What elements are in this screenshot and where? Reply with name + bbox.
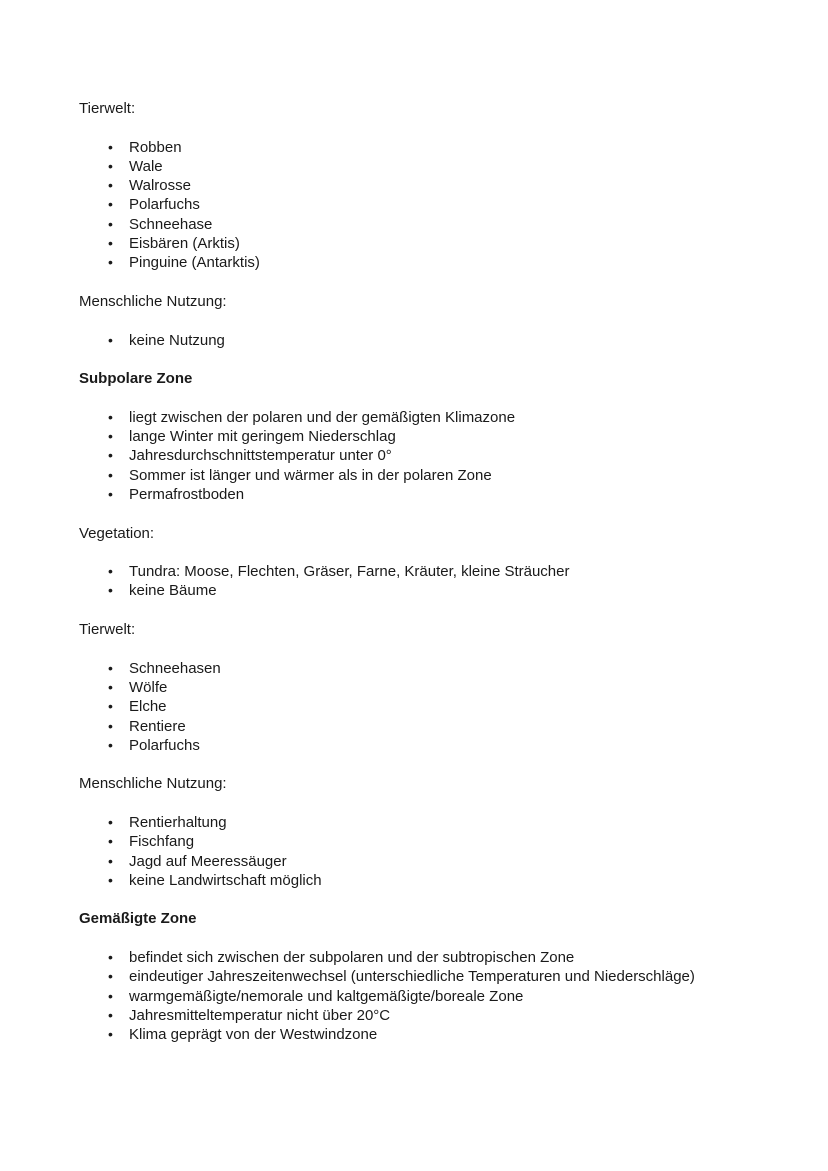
list-item: • Robben	[129, 138, 744, 157]
list-item: • keine Bäume	[129, 581, 744, 600]
list-item: • Elche	[129, 697, 744, 716]
list-item: • Walrosse	[129, 176, 744, 195]
list-item: • Fischfang	[129, 832, 744, 851]
list-item: • Schneehase	[129, 215, 744, 234]
menschliche-nutzung-list-2	[79, 813, 744, 890]
tierwelt-list-1	[79, 138, 744, 273]
list-item: • eindeutiger Jahreszeitenwechsel (unterschiedliche Temperaturen und Niederschläge)	[129, 967, 744, 986]
list-item: • Eisbären (Arktis)	[129, 234, 744, 253]
list-item: • lange Winter mit geringem Niederschlag	[129, 427, 744, 446]
tierwelt-list-2	[79, 659, 744, 755]
list-item: • befindet sich zwischen der subpolaren und der subtropischen Zone	[129, 948, 744, 967]
list-item: • warmgemäßigte/nemorale und kaltgemäßigte/boreale Zone	[129, 987, 744, 1006]
list-item: • Jahresmitteltemperatur nicht über 20°C	[129, 1006, 744, 1025]
list-item: • Pinguine (Antarktis)	[129, 253, 744, 272]
vegetation-list	[79, 562, 744, 601]
list-item: • Polarfuchs	[129, 736, 744, 755]
list-item: • keine Nutzung	[129, 331, 744, 350]
tierwelt-label-1: Tierwelt:	[79, 100, 136, 117]
menschliche-nutzung-list-1	[79, 331, 744, 350]
list-item: • Schneehasen	[129, 659, 744, 678]
list-item: • Rentiere	[129, 717, 744, 736]
subpolare-zone-heading: Subpolare Zone	[79, 370, 193, 388]
list-item: • Wölfe	[129, 678, 744, 697]
list-item: • liegt zwischen der polaren und der gemäßigten Klimazone	[129, 408, 744, 427]
list-item: • Rentierhaltung	[129, 813, 744, 832]
gemaessigte-zone-heading: Gemäßigte Zone	[79, 910, 197, 928]
menschliche-nutzung-label-1: Menschliche Nutzung:	[79, 292, 227, 310]
list-item: • keine Landwirtschaft möglich	[129, 871, 744, 890]
list-item: • Wale	[129, 157, 744, 176]
subpolare-zone-list	[79, 408, 744, 504]
menschliche-nutzung-label-2: Menschliche Nutzung:	[79, 775, 227, 793]
list-item: • Jahresdurchschnittstemperatur unter 0°	[129, 446, 744, 465]
tierwelt-label-2: Tierwelt:	[79, 621, 136, 639]
list-item: • Polarfuchs	[129, 195, 744, 214]
gemaessigte-zone-list	[79, 948, 744, 1044]
list-item: • Permafrostboden	[129, 485, 744, 504]
list-item: • Tundra: Moose, Flechten, Gräser, Farne, Kräuter, kleine Sträucher	[129, 562, 744, 581]
vegetation-label: Vegetation:	[79, 524, 155, 542]
list-item: • Klima geprägt von der Westwindzone	[129, 1025, 744, 1044]
list-item: • Sommer ist länger und wärmer als in der polaren Zone	[129, 466, 744, 485]
list-item: • Jagd auf Meeressäuger	[129, 852, 744, 871]
